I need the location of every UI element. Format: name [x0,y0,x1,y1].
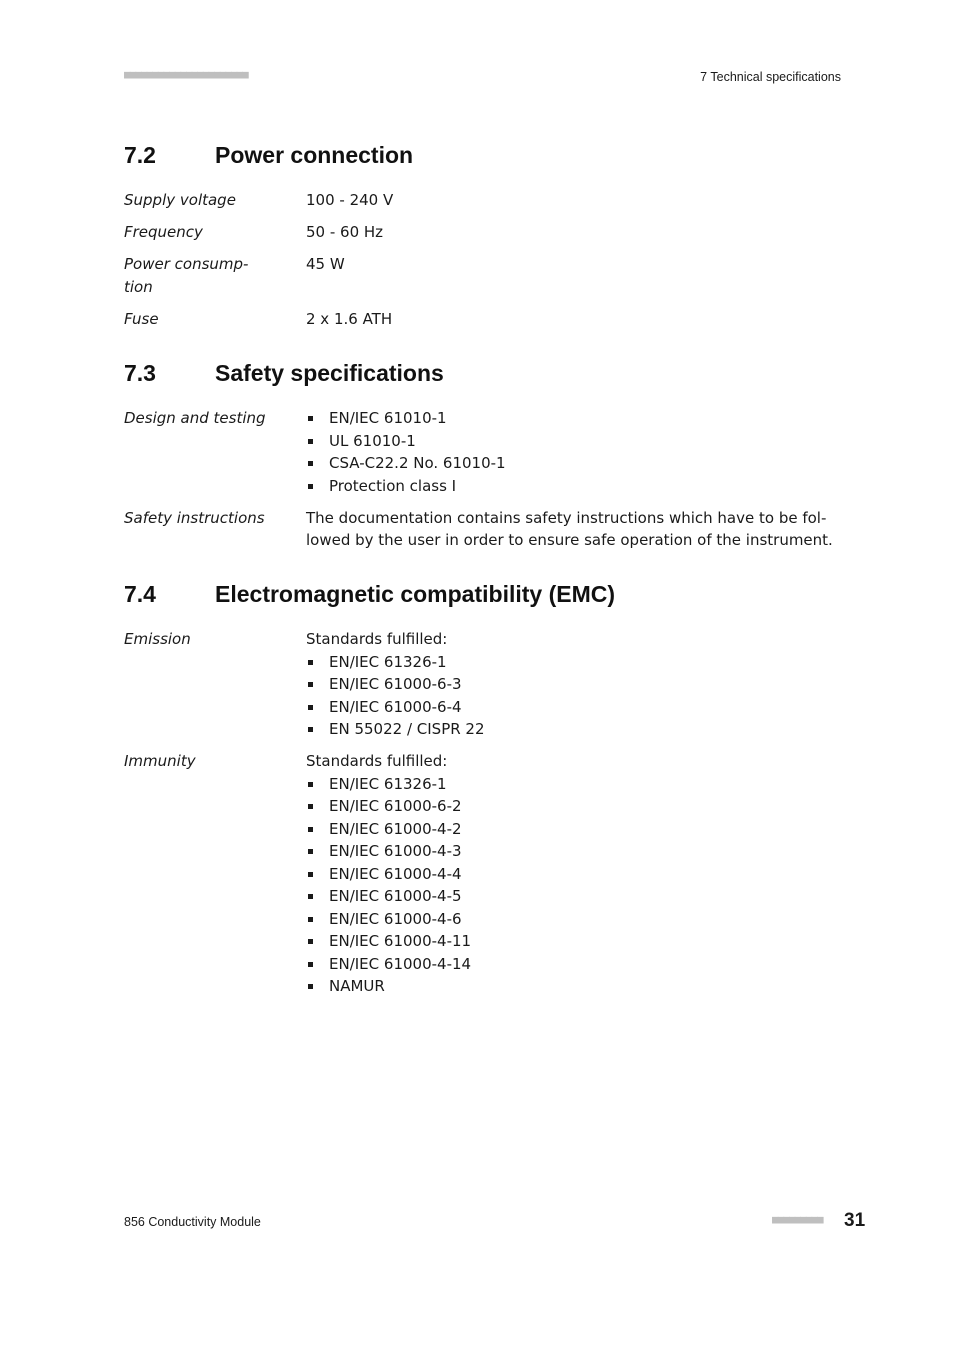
spec-row [124,750,844,998]
footer-decoration: ■■■■■■■■■ [772,1213,823,1226]
list-item: EN/IEC 61000-6-3 [306,673,844,696]
spec-value: The documentation contains safety instructions which have to be fol- lowed by the user in order to ensure safe operation of the instrument. [306,508,833,549]
spec-row [124,253,844,298]
list-item: EN/IEC 61000-4-4 [306,863,844,886]
section-number: 7.4 [124,581,156,607]
section-emc [124,579,844,998]
spec-row [124,189,844,212]
section-heading [124,579,844,609]
list-item: EN/IEC 61000-4-14 [306,953,844,976]
spec-label: Design and testing [124,409,266,427]
list-item: EN/IEC 61326-1 [306,773,844,796]
list-item: NAMUR [306,975,844,998]
spec-row [124,628,844,741]
spec-row [124,221,844,244]
list-item: Protection class I [306,475,844,498]
list-item: EN/IEC 61000-4-6 [306,908,844,931]
bullet-list [306,651,844,741]
spec-label: Power consump- tion [124,255,249,296]
footer-product-name: 856 Conductivity Module [124,1215,261,1229]
running-header: 7 Technical specifications [700,70,841,84]
section-title: Power connection [215,142,414,168]
list-item: EN/IEC 61326-1 [306,651,844,674]
list-item: EN/IEC 61010-1 [306,407,844,430]
spec-label: Supply voltage [124,191,236,209]
list-item: EN/IEC 61000-6-4 [306,696,844,719]
header-decoration: ■■■■■■■■■■■■■■■■■■■■■■ [124,68,248,81]
list-item: EN 55022 / CISPR 22 [306,718,844,741]
spec-intro: Standards fulfilled: [306,752,448,770]
section-number: 7.2 [124,142,156,168]
list-item: CSA-C22.2 No. 61010-1 [306,452,844,475]
list-item: EN/IEC 61000-4-11 [306,930,844,953]
spec-value: 50 - 60 Hz [306,223,384,241]
list-item: EN/IEC 61000-4-3 [306,840,844,863]
spec-row [124,507,844,552]
section-number: 7.3 [124,360,156,386]
spec-label: Fuse [124,309,159,328]
spec-intro: Standards fulfilled: [306,630,448,648]
spec-value: 45 W [306,255,345,273]
spec-label: Emission [124,630,191,648]
spec-row [124,308,844,331]
list-item: EN/IEC 61000-4-5 [306,885,844,908]
bullet-list [306,773,844,998]
spec-label: Immunity [124,752,196,770]
page-number: 31 [844,1210,866,1231]
spec-label: Safety instructions [124,508,265,527]
section-title: Safety specifications [215,360,444,386]
list-item: EN/IEC 61000-4-2 [306,818,844,841]
section-heading [124,140,844,170]
spec-value: 2 x 1.6 ATH [306,309,393,328]
section-title: Electromagnetic compatibility (EMC) [215,581,616,607]
list-item: UL 61010-1 [306,430,844,453]
section-safety-specifications [124,358,844,552]
list-item: EN/IEC 61000-6-2 [306,795,844,818]
bullet-list [306,407,844,497]
spec-value: 100 - 240 V [306,191,394,209]
section-heading [124,358,844,388]
section-power-connection [124,140,844,330]
spec-row [124,407,844,497]
spec-label: Frequency [124,223,203,241]
